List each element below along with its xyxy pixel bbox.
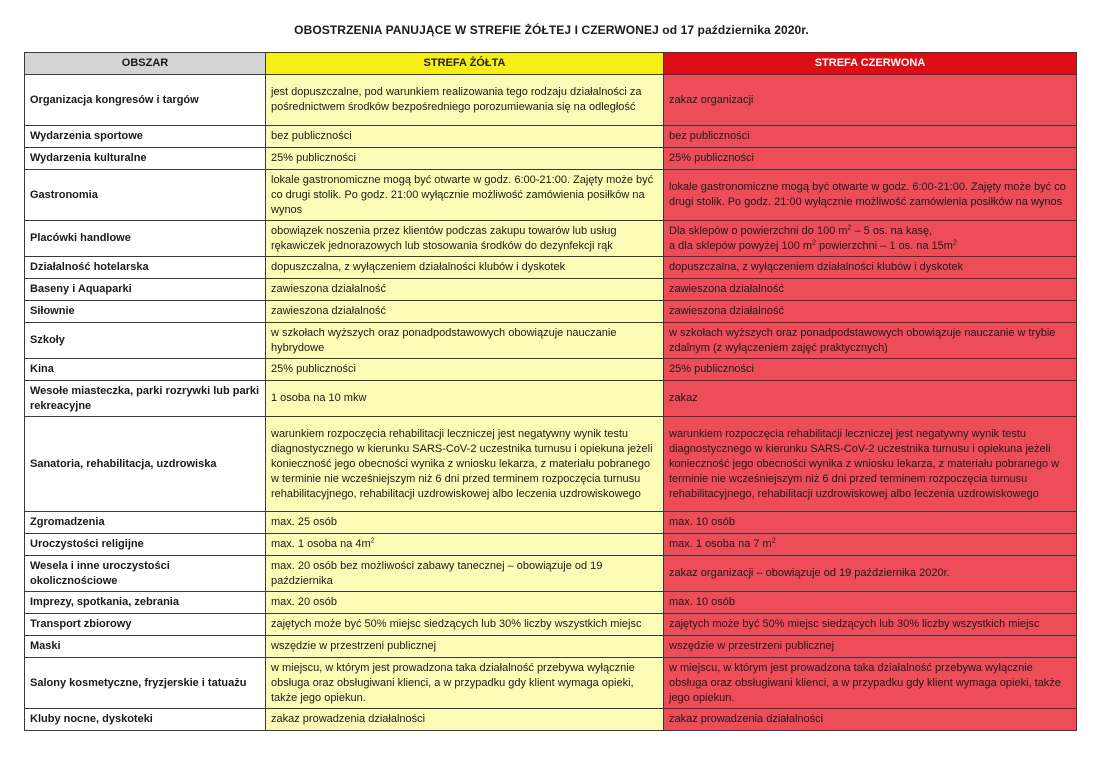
yellow-zone-cell: dopuszczalna, z wyłączeniem działalności klubów i dyskotek [266, 257, 664, 279]
red-zone-cell: dopuszczalna, z wyłączeniem działalności klubów i dyskotek [664, 257, 1077, 279]
red-zone-cell: zawieszona działalność [664, 279, 1077, 301]
area-cell: Sanatoria, rehabilitacja, uzdrowiska [25, 417, 266, 512]
red-zone-cell [664, 534, 1077, 556]
yellow-zone-cell: 25% publiczności [266, 148, 664, 170]
table-row [25, 614, 1077, 636]
restrictions-table [24, 52, 1077, 731]
area-cell: Imprezy, spotkania, zebrania [25, 592, 266, 614]
document-title: OBOSTRZENIA PANUJĄCE W STREFIE ŻÓŁTEJ I CZERWONEJ od 17 października 2020r. [294, 23, 809, 37]
area-cell: Maski [25, 636, 266, 658]
area-cell: Organizacja kongresów i targów [25, 75, 266, 126]
yellow-zone-cell: max. 20 osób bez możliwości zabawy tanecznej – obowiązuje od 19 października [266, 556, 664, 592]
table-row [25, 658, 1077, 709]
yellow-zone-text: max. 1 osoba na 4m [271, 538, 371, 550]
table-row [25, 556, 1077, 592]
red-zone-cell: max. 10 osób [664, 512, 1077, 534]
yellow-zone-cell: zawieszona działalność [266, 279, 664, 301]
table-row [25, 75, 1077, 126]
red-zone-cell: lokale gastronomiczne mogą być otwarte w godz. 6:00-21:00. Zajęty może być co drugi stolik. Po godz. 21:00 wyłącznie możliwość zamówienia posiłków na wynos [664, 170, 1077, 221]
yellow-zone-cell [266, 534, 664, 556]
table-row [25, 636, 1077, 658]
table-row [25, 512, 1077, 534]
red-zone-cell: 25% publiczności [664, 148, 1077, 170]
table-row [25, 279, 1077, 301]
red-zone-cell: zawieszona działalność [664, 301, 1077, 323]
area-cell: Zgromadzenia [25, 512, 266, 534]
yellow-zone-cell: zawieszona działalność [266, 301, 664, 323]
area-cell: Wesela i inne uroczystości okolicznościowe [25, 556, 266, 592]
red-zone-cell: bez publiczności [664, 126, 1077, 148]
red-zone-text: a dla sklepów powyżej 100 m [669, 239, 813, 252]
yellow-zone-cell: obowiązek noszenia przez klientów podczas zakupu towarów lub usług rękawiczek jednorazowych lub stosowania środków do dezynfekcji rąk [266, 221, 664, 257]
superscript: 2 [812, 238, 816, 246]
table-row [25, 534, 1077, 556]
area-cell: Wesołe miasteczka, parki rozrywki lub parki rekreacyjne [25, 381, 266, 417]
red-zone-text: – 5 os. na kasę, [851, 224, 933, 237]
yellow-zone-cell: zakaz prowadzenia działalności [266, 709, 664, 731]
superscript: 2 [847, 223, 852, 231]
table-row [25, 257, 1077, 279]
red-zone-text: powierzchni – 1 os. na 15m [815, 239, 953, 252]
area-cell: Kina [25, 359, 266, 381]
area-cell: Wydarzenia sportowe [25, 126, 266, 148]
red-zone-cell: zakaz organizacji – obowiązuje od 19 października 2020r. [664, 556, 1077, 592]
area-cell: Działalność hotelarska [25, 257, 266, 279]
table-row [25, 323, 1077, 359]
area-cell: Transport zbiorowy [25, 614, 266, 636]
area-cell: Salony kosmetyczne, fryzjerskie i tatuażu [25, 658, 266, 709]
table-row [25, 381, 1077, 417]
table-row [25, 359, 1077, 381]
red-zone-cell: w szkołach wyższych oraz ponadpodstawowych obowiązuje nauczanie w trybie zdalnym (z wyłączeniem zajęć praktycznych) [664, 323, 1077, 359]
yellow-zone-cell: wszędzie w przestrzeni publicznej [266, 636, 664, 658]
table-header-row [25, 53, 1077, 75]
table-row [25, 709, 1077, 731]
table-row [25, 417, 1077, 512]
red-zone-text: Dla sklepów o powierzchni do 100 m [669, 224, 848, 237]
red-zone-cell: zakaz organizacji [664, 75, 1077, 126]
area-cell: Wydarzenia kulturalne [25, 148, 266, 170]
table-row [25, 592, 1077, 614]
yellow-zone-cell: jest dopuszczalne, pod warunkiem realizowania tego rodzaju działalności za pośrednictwem środków bezpośredniego porozumiewania się na odległość [266, 75, 664, 126]
red-zone-cell: zajętych może być 50% miejsc siedzących lub 30% liczby wszystkich miejsc [664, 614, 1077, 636]
red-zone-cell: zakaz [664, 381, 1077, 417]
red-zone-cell: max. 10 osób [664, 592, 1077, 614]
superscript: 2 [952, 238, 957, 246]
yellow-zone-cell: max. 25 osób [266, 512, 664, 534]
yellow-zone-cell: w miejscu, w którym jest prowadzona taka działalność przebywa wyłącznie obsługa oraz obsługiwani klienci, a w przypadku gdy klient wymaga opieki, także jego opiekun. [266, 658, 664, 709]
area-cell: Placówki handlowe [25, 221, 266, 257]
red-zone-cell: zakaz prowadzenia działalności [664, 709, 1077, 731]
header-yellow-zone: STREFA ŻÓŁTA [266, 53, 664, 75]
table-row [25, 221, 1077, 257]
table-row [25, 148, 1077, 170]
superscript: 2 [771, 537, 776, 545]
area-cell: Gastronomia [25, 170, 266, 221]
red-zone-cell: w miejscu, w którym jest prowadzona taka działalność przebywa wyłącznie obsługa oraz obsługiwani klienci, a w przypadku gdy klient wymaga opieki, także jego opiekun. [664, 658, 1077, 709]
red-zone-text: max. 1 osoba na 7 m [669, 538, 772, 550]
yellow-zone-cell: lokale gastronomiczne mogą być otwarte w godz. 6:00-21:00. Zajęty może być co drugi stolik. Po godz. 21:00 wyłącznie możliwość zamówienia posiłków na wynos [266, 170, 664, 221]
yellow-zone-cell: w szkołach wyższych oraz ponadpodstawowych obowiązuje nauczanie hybrydowe [266, 323, 664, 359]
area-cell: Siłownie [25, 301, 266, 323]
area-cell: Uroczystości religijne [25, 534, 266, 556]
red-zone-cell [664, 221, 1077, 257]
red-zone-cell: warunkiem rozpoczęcia rehabilitacji leczniczej jest negatywny wynik testu diagnostycznego w kierunku SARS-CoV-2 uczestnika turnusu i opiekuna jeżeli konieczność jego obecności wynika z wniosku lekarza, z materiału pobranego w terminie nie wcześniejszym niż 6 dni przed terminem rozpoczęcia turnusu rehabilitacyjnego, rehabilitacji uzdrowiskowej albo leczenia uzdrowiskowego [664, 417, 1077, 512]
area-cell: Kluby nocne, dyskoteki [25, 709, 266, 731]
header-red-zone: STREFA CZERWONA [664, 53, 1077, 75]
yellow-zone-cell: max. 20 osób [266, 592, 664, 614]
table-row [25, 126, 1077, 148]
red-zone-cell: 25% publiczności [664, 359, 1077, 381]
yellow-zone-cell: zajętych może być 50% miejsc siedzących lub 30% liczby wszystkich miejsc [266, 614, 664, 636]
yellow-zone-cell: warunkiem rozpoczęcia rehabilitacji leczniczej jest negatywny wynik testu diagnostycznego w kierunku SARS-CoV-2 uczestnika turnusu i opiekuna jeżeli konieczność jego obecności wynika z wniosku lekarza, z materiału pobranego w terminie nie wcześniejszym niż 6 dni przed terminem rozpoczęcia turnusu rehabilitacyjnego, rehabilitacji uzdrowiskowej albo leczenia uzdrowiskowego [266, 417, 664, 512]
red-zone-cell: wszędzie w przestrzeni publicznej [664, 636, 1077, 658]
table-row [25, 170, 1077, 221]
table-row [25, 301, 1077, 323]
yellow-zone-cell: 25% publiczności [266, 359, 664, 381]
superscript: 2 [370, 537, 375, 545]
header-area: OBSZAR [25, 53, 266, 75]
area-cell: Baseny i Aquaparki [25, 279, 266, 301]
yellow-zone-cell: 1 osoba na 10 mkw [266, 381, 664, 417]
yellow-zone-cell: bez publiczności [266, 126, 664, 148]
area-cell: Szkoły [25, 323, 266, 359]
